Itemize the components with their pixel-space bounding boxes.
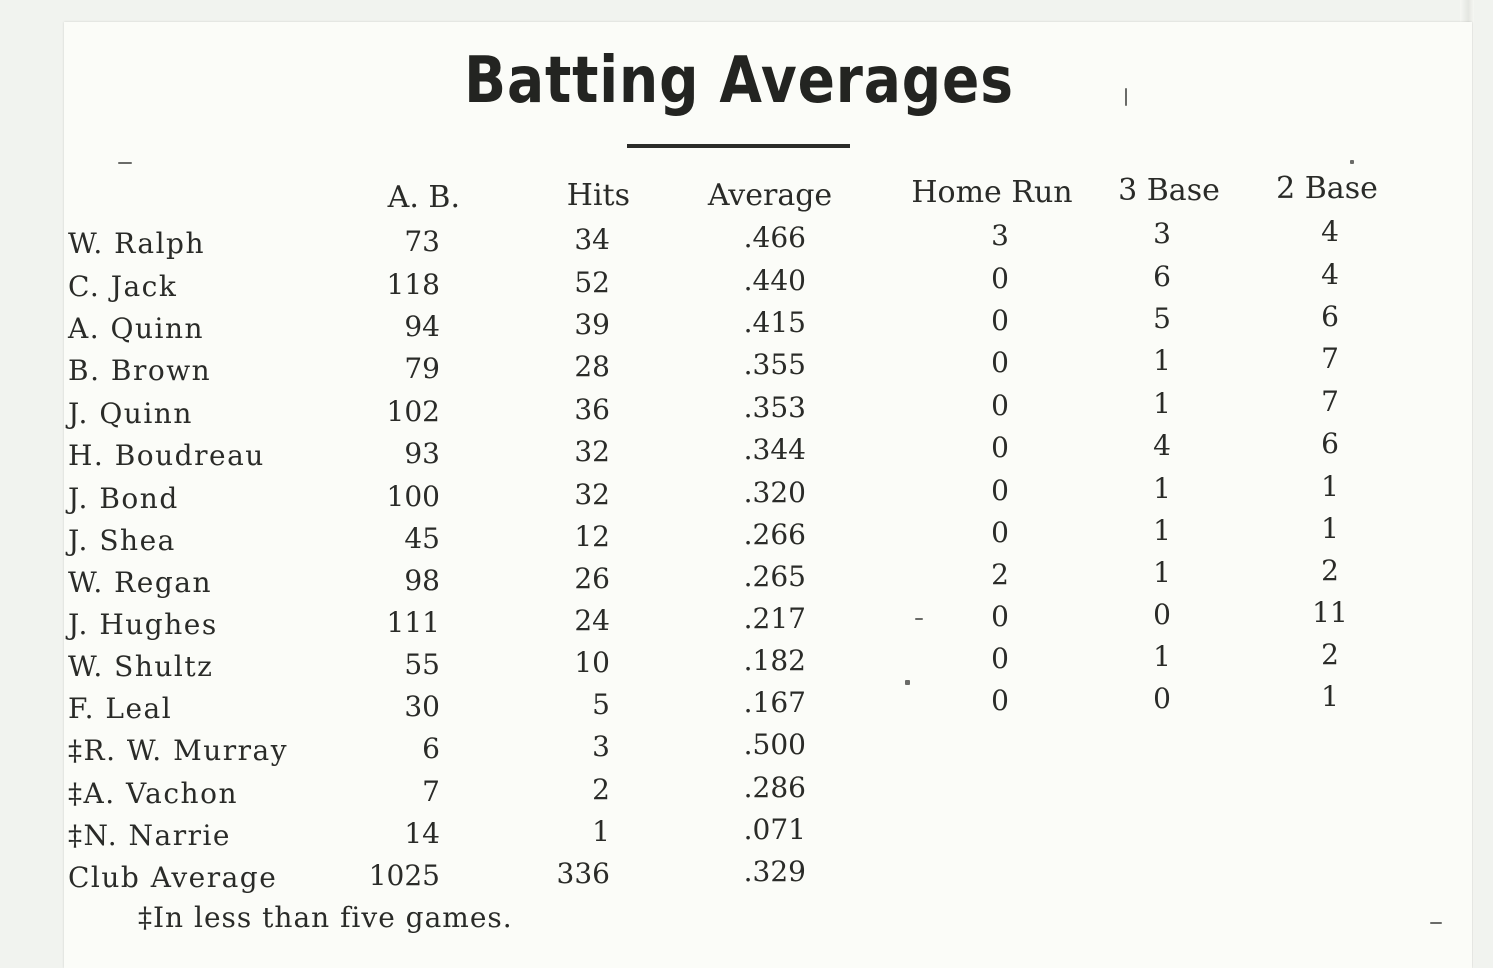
cell-b3: 1 [1153,556,1171,589]
cell-b3: 1 [1153,387,1171,420]
cell-ab: 30 [404,690,440,723]
player-name: A. Quinn [68,312,205,345]
cell-hits: 3 [592,730,610,763]
cell-avg: .071 [743,813,806,846]
cell-hits: 28 [574,350,610,383]
player-name: F. Leal [68,692,173,725]
print-speck [1125,88,1127,106]
player-name: ‡N. Narrie [68,819,231,852]
player-name: C. Jack [68,270,178,303]
cell-b2: 1 [1321,512,1339,545]
cell-avg: .329 [743,855,806,888]
cell-ab: 14 [404,817,440,850]
cell-ab: 93 [404,437,440,470]
cell-hr: 0 [991,474,1009,507]
cell-b3: 0 [1153,598,1171,631]
cell-hr: 0 [991,304,1009,337]
cell-b2: 6 [1321,427,1339,460]
print-speck [118,162,132,164]
print-speck [1350,160,1354,164]
cell-avg: .355 [743,348,806,381]
cell-ab: 7 [422,775,440,808]
cell-hr: 0 [991,642,1009,675]
cell-hr: 2 [991,558,1009,591]
cell-avg: .440 [743,264,806,297]
cell-hr: 0 [991,684,1009,717]
player-name: Club Average [68,861,278,894]
cell-b2: 7 [1321,342,1339,375]
cell-ab: 102 [386,395,440,428]
cell-b3: 0 [1153,682,1171,715]
cell-avg: .500 [743,728,806,761]
footnote: ‡In less than five games. [138,901,513,934]
cell-avg: .265 [743,560,806,593]
cell-b2: 7 [1321,385,1339,418]
cell-b2: 1 [1321,680,1339,713]
cell-ab: 1025 [368,859,440,892]
print-speck [905,680,910,685]
cell-ab: 100 [386,480,440,513]
cell-hits: 24 [574,604,610,637]
cell-ab: 79 [404,352,440,385]
cell-avg: .217 [743,602,806,635]
player-name: J. Quinn [68,397,193,430]
header-ab: A. B. [387,180,460,215]
cell-b2: 2 [1321,638,1339,671]
cell-hits: 34 [574,223,610,256]
cell-avg: .320 [743,476,806,509]
cell-avg: .286 [743,771,806,804]
cell-avg: .167 [743,686,806,719]
cell-hits: 10 [574,646,610,679]
cell-hits: 36 [574,393,610,426]
cell-hits: 12 [574,520,610,553]
cell-b2: 4 [1321,258,1339,291]
cell-hits: 32 [574,435,610,468]
player-name: ‡R. W. Murray [68,734,289,767]
cell-ab: 73 [404,225,440,258]
cell-ab: 45 [404,522,440,555]
cell-hits: 1 [592,815,610,848]
cell-avg: .182 [743,644,806,677]
header-average: Average [707,178,833,213]
cell-b3: 1 [1153,472,1171,505]
cell-hr: 0 [991,262,1009,295]
cell-hr: 0 [991,431,1009,464]
cell-hits: 336 [556,857,610,890]
cell-b2: 6 [1321,300,1339,333]
cell-ab: 94 [404,310,440,343]
cell-hits: 39 [574,308,610,341]
cell-hits: 26 [574,562,610,595]
player-name: B. Brown [68,354,212,387]
page-title: Batting Averages [464,44,1014,118]
cell-b3: 1 [1153,640,1171,673]
cell-b3: 3 [1153,217,1171,250]
print-speck [915,618,923,620]
player-name: J. Hughes [68,608,218,641]
player-name: H. Boudreau [68,439,265,472]
cell-ab: 98 [404,564,440,597]
cell-b2: 11 [1312,596,1348,629]
cell-avg: .266 [743,518,806,551]
player-name: J. Shea [68,524,176,557]
cell-hr: 0 [991,389,1009,422]
cell-b2: 2 [1321,554,1339,587]
print-speck [1430,922,1442,924]
player-name: ‡A. Vachon [68,777,238,810]
cell-b3: 5 [1153,302,1171,335]
player-name: W. Shultz [68,650,214,683]
header-3-base: 3 Base [1118,173,1220,208]
header-2-base: 2 Base [1276,171,1378,206]
cell-avg: .344 [743,433,806,466]
cell-hr: 0 [991,516,1009,549]
header-home-run: Home Run [911,175,1073,210]
cell-hits: 2 [592,773,610,806]
player-name: W. Regan [68,566,212,599]
cell-hr: 0 [991,600,1009,633]
cell-hits: 5 [592,688,610,721]
cell-ab: 55 [404,648,440,681]
cell-hits: 32 [574,478,610,511]
cell-b3: 1 [1153,344,1171,377]
header-hits: Hits [566,178,630,213]
cell-b2: 1 [1321,470,1339,503]
cell-avg: .415 [743,306,806,339]
player-name: W. Ralph [68,227,206,260]
cell-hits: 52 [574,266,610,299]
cell-b3: 1 [1153,514,1171,547]
cell-b3: 6 [1153,260,1171,293]
player-name: J. Bond [68,482,179,515]
cell-ab: 118 [386,268,440,301]
cell-ab: 6 [422,732,440,765]
cell-ab: 111 [386,606,440,639]
cell-avg: .466 [743,221,806,254]
cell-hr: 0 [991,346,1009,379]
title-underline [627,144,850,148]
cell-b2: 4 [1321,215,1339,248]
cell-hr: 3 [991,219,1009,252]
cell-avg: .353 [743,391,806,424]
cell-b3: 4 [1153,429,1171,462]
